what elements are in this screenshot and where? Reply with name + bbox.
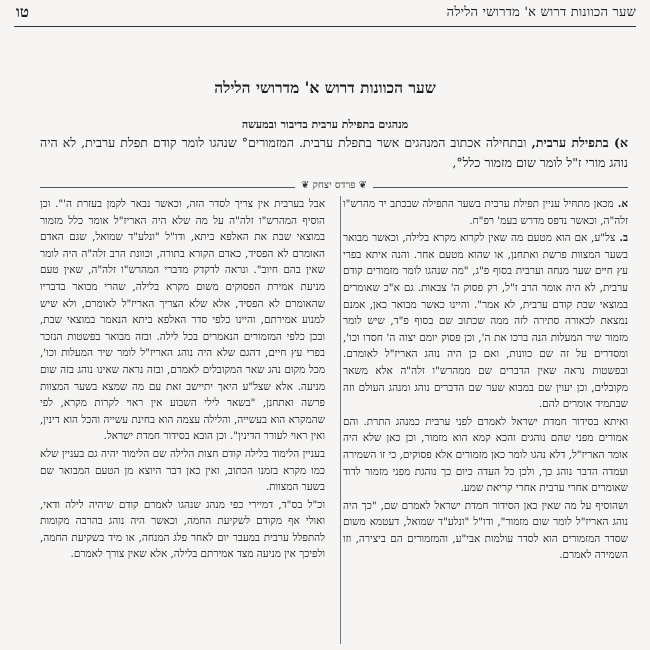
commentary-paragraph [40, 446, 325, 496]
commentary-columns [40, 196, 628, 644]
running-title: שער הכוונות דרוש א' מדרושי הלילה [446, 5, 636, 20]
commentary-paragraph [343, 414, 628, 497]
chapter-title: שער הכוונות דרוש א' מדרושי הלילה [214, 78, 436, 97]
commentary-divider [40, 180, 628, 194]
commentary-paragraph [40, 196, 325, 445]
note-text: ושהוסיף על מה שאין כאן הסידור חמדת ישראל לאמרם שם, "כך היה נוהג האריז"ל לומר שום מזמור", ודו"ל "ונלע"ד שמואל, דעטמא משום שסדר המזמורים הוא לסדר עולמות אבי"ע, והמזמורים הם ביצירה, וזו השמירה לאמרם. [343, 499, 628, 562]
note-marker: ב. [619, 232, 628, 245]
main-text [40, 133, 628, 173]
commentary-paragraph [40, 497, 325, 563]
note-text: בעניין הלימוד בלילה קודם חצות הלילה שם הלימוד יהיה גם בעניין שלא כמו מקרא בזמנו הכתוב, ואין כאן דבר היוצא מן הטעם המבואר שם בשער המצוות. [40, 447, 325, 494]
main-text-body: ובתחילה אכתוב המנהגים אשר בתפלת ערבית. המזמורים° שנהגו לומר קודם תפלת ערבית, לא היה נוהג מורי ז"ל לומר שום מזמור כלל°, [40, 135, 628, 170]
note-marker: א. [617, 198, 628, 210]
note-text: וכ"ל בס"ד, דמיירי כפי מנהג שנהגו לאמרם קודם שיהיה לילה ודאי, ואולי אף מקודם לשקיעת החמה, וכאשר היה נוהג בהרבה מקומות להתפלל ערבית במעבר יום לאחר פלג המנחה, או מיד בשקיעת החמה, ולפיכך אין מניעה מצד אמירתם בלילה, אלא שאין צורך לאמרם. [40, 498, 325, 561]
commentary-label-text: פרדס יצחק [312, 180, 356, 191]
note-text: מכאן מתחיל עניין תפילת ערבית בשער התפילה שבכתב יד מהרש"ו זלה"ה, וכאשר נדפס מדרש בעמ' רפ"ח. [343, 198, 628, 227]
header-rule [14, 26, 636, 27]
note-text: צל"ע, אם הוא מטעם מה שאין לקרוא מקרא בלילה, וכאשר מבואר בשער המצוות פרשת ואתחנן, או שהוא מטעם אחר. והנה איתא בפרי עץ חיים שער מנחה וערבית בסוף פ"ג, "מה שנהגו לומר מזמורים קודם ערבית, לא היה אומר הרב ז"ל, רק פסוק ה' צבאות. גם א"כ שאומרים במוצאי שבת קודם ערבית, לא אמר". והיינו כאשר מבואר כאן, אמנם נמצאת לכאורה סתירה לזה ממה שכתוב שם בסוף פ"ד, שיש לומר מזמור שיר המעלות הנה ברכו את ה', וכן פסוק יומם יצוה ה' חסדו וכו', ומסדרים על זה שם כוונות, ואם כן היה נוהג האריז"ל לאומרם. ובפשטות נראה שאין הדברים שם ממהרש"ו זלה"ה אלא משאר מקובלים, וכן יעוין שם במבוא שער שם הדברים נוהג ומנהג העולם וזה שבתמיד אומרים להם. [343, 232, 628, 411]
commentary-label: ❦ פרדס יצחק ❦ [295, 180, 373, 191]
commentary-left-column [40, 196, 325, 644]
running-header [14, 0, 636, 30]
note-text: אבל בערבית אין צריך לסדר הזה, וכאשר נבאר לקמן בעזרת ה'". וכן הוסיף המהרש"ו זלה"ה על מה שלא היה האריז"ל אומר כלל מזמור במוצאי שבת את האלפא ביתא, ודו"ל "ונלע"ד שמואל, שגם האדם האומרם לא הפסיד, כאדם הקורא בתורה, וכוונת הרב זלה"ה היה לומר שאין בהם חיוב". ונראה לדקדק מדברי המהרש"ו זלה"ה, שאין טעם מניעת אמירת הפסוקים משום מקרא בלילה, שהרי מבואר בדבריו שהאומרם לא הפסיד, אלא שלא הצריך האריז"ל לאומרם, ולא שיש למנוע אמירתם, והיינו כלפי סדר האלפא ביתא הנאמר במוצאי שבת, ובכן כלפי המזמורים הנאמרים בכל לילה. ובזה מבואר בפשטות הנזכר בפרי עץ חיים, דהגם שלא היה נוהג האריז"ל לומר שיר המעלות וכו', מכל מקום נהג שאר המקובלים לאמרם, ובזה נראה שאינו נוהג בזה שום מניעה. אלא שצל"ע היאך יתיישב זאת עם מה שמצא בשער המצוות פרשה ואתחנן, "בשאר לילי השבוע אין ראוי לקרות מקרא, לפי שהמקרא הוא בעשייה, והלילה עצמה הוא בחינת עשייה והכל הוא דינין, ואין ראוי לעורר הדינין". וכן הובא בסידור חמדת ישראל. [40, 198, 325, 443]
commentary-right-column [343, 196, 628, 644]
commentary-paragraph [343, 196, 628, 229]
main-text-lead: א) בתפילת ערבית, [531, 135, 628, 150]
section-subtitle: מנהגים בתפילת ערבית בדיבור ובמעשה [241, 118, 409, 131]
note-text: ואיתא בסידור חמדת ישראל לאמרם לפני ערבית כמנהג התרת. והם אמורים מפני שהם נוהגים והכא קמא הוא מזמור, וכן כאן שלא היה אומר האריז"ל, דלא נהגו לומר כאן מזמורים אלא פסוקים, כי זו השמירה ועמדה הדבר נוהג כך, ולכן כל העדה כיום כך נוהגת מפני מזמור לדוד שאומרים אחרי ערבית אחרי קריאת שמע. [343, 415, 628, 495]
commentary-paragraph [343, 230, 628, 413]
page-number: טו [16, 3, 29, 21]
column-rule [340, 196, 341, 644]
commentary-paragraph [343, 498, 628, 564]
